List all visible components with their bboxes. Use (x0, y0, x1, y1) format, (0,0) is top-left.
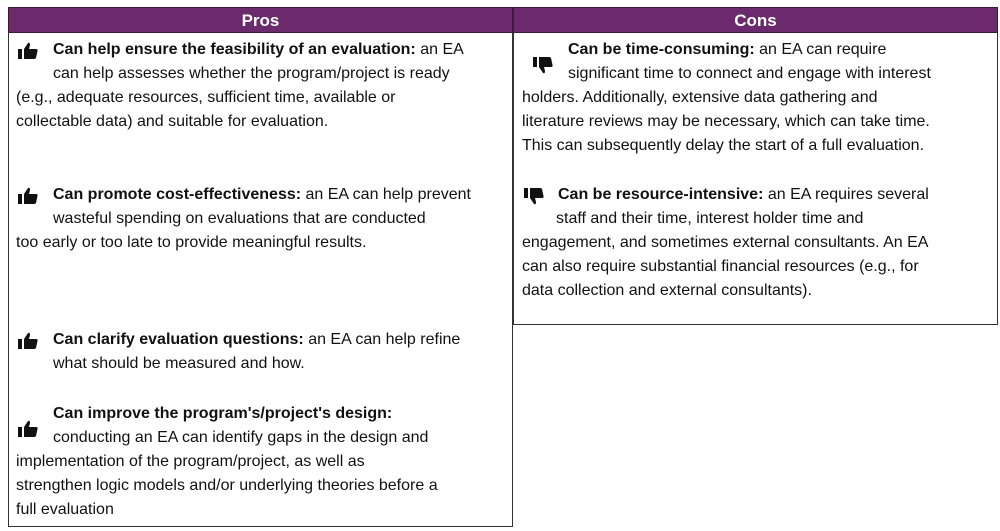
cons-column (513, 7, 998, 325)
pros-column (8, 7, 513, 527)
pros-item: Can help ensure the feasibility of an evaluation: an EA can help assesses whether the program/project is ready (e.g., adequate resources, sufficient time, available or collectable data) and suitable for evaluation. (16, 41, 464, 130)
cons-item: Can be time-consuming: an EA can require significant time to connect and engage with interest holders. Additionally, extensive data gathering and literature reviews may be necessary, which can take time. This can subsequently delay the start of a full evaluation. (522, 41, 931, 154)
pros-header: Pros (8, 7, 513, 33)
cons-header: Cons (513, 7, 998, 33)
thumbs-up-icon (17, 420, 39, 438)
pros-item: Can improve the program's/project's design: conducting an EA can identify gaps in the design and implementation of the program/project, as well as strengthen logic models and/or underlying theories before a full evaluation (16, 405, 438, 518)
thumbs-up-icon (17, 187, 39, 205)
pros-body (8, 33, 513, 527)
pros-item: Can clarify evaluation questions: an EA can help refine what should be measured and how. (16, 328, 506, 376)
thumbs-up-icon (17, 332, 39, 350)
pros-item: Can promote cost-effectiveness: an EA can help prevent wasteful spending on evaluations that are conducted too early or too late to provide meaningful results. (16, 186, 471, 251)
thumbs-down-icon (523, 187, 545, 205)
cons-item: Can be resource-intensive: an EA requires several staff and their time, interest holder time and engagement, and sometimes external consultants. An EA can also require substantial financial resources (e.g., for data collection and external consultants). (522, 186, 929, 299)
thumbs-up-icon (17, 42, 39, 60)
thumbs-down-icon (532, 56, 554, 74)
cons-body (513, 33, 998, 325)
